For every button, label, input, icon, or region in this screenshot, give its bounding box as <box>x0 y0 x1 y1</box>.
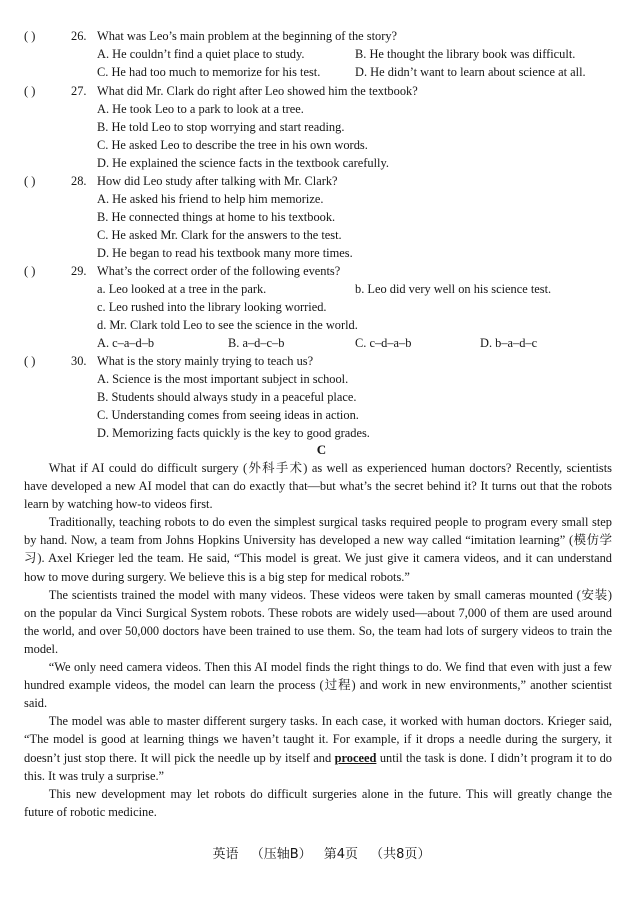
option: D. Memorizing facts quickly is the key to good grades. <box>97 426 370 440</box>
option: D. He explained the science facts in the textbook carefully. <box>97 156 389 170</box>
page-footer <box>0 846 643 864</box>
option: B. Students should always study in a peaceful place. <box>97 390 357 404</box>
question-number: 26. <box>71 29 87 43</box>
option: C. He asked Mr. Clark for the answers to the test. <box>97 228 342 242</box>
option: B. a–d–c–b <box>228 336 285 350</box>
option-list <box>97 100 624 172</box>
section-heading: C <box>316 442 327 457</box>
event-item: b. Leo did very well on his science test. <box>355 282 552 296</box>
passage-paragraph: This new development may let robots do difficult surgeries alone in the future. This will greatly change the future of robotic medicine. <box>24 786 612 819</box>
question-stem <box>24 82 624 100</box>
event-row <box>97 280 624 298</box>
question-26 <box>24 27 624 81</box>
paragraph-text: until the task is done. I didn’t program it to do this. It was truly a surprise.” <box>24 750 612 783</box>
passage-paragraph: What if AI could do difficult surgery (外科手术) as well as experienced human doctors? Recently, scientists have developed a new AI model that can do exactly that—but what’s the secret behind it? It turns out that the robots learn by watching how-to videos first. <box>24 461 612 512</box>
question-29 <box>24 262 624 352</box>
option: D. He didn’t want to learn about science at all. <box>355 65 586 79</box>
question-28 <box>24 172 624 262</box>
question-stem <box>24 172 624 190</box>
option-list <box>97 45 624 81</box>
question-text: How did Leo study after talking with Mr. Clark? <box>97 174 338 188</box>
option: D. b–a–d–c <box>480 336 538 350</box>
question-text: What did Mr. Clark do right after Leo showed him the textbook? <box>97 84 418 98</box>
option-list <box>97 370 624 442</box>
passage-paragraph: “We only need camera videos. Then this AI model finds the right things to do. We find that even with just a few hundred example videos, the model can learn the process (过程) and work in new environments,” another scientist said. <box>24 660 612 711</box>
option-row <box>97 63 624 81</box>
option: A. He asked his friend to help him memorize. <box>97 192 324 206</box>
passage-paragraph <box>24 712 612 784</box>
option: C. c–d–a–b <box>355 336 412 350</box>
option: C. He asked Leo to describe the tree in his own words. <box>97 138 368 152</box>
question-stem <box>24 27 624 45</box>
event-item: c. Leo rushed into the library looking worried. <box>97 300 327 314</box>
question-text: What was Leo’s main problem at the beginning of the story? <box>97 29 398 43</box>
answer-blank: ( ) <box>24 264 36 278</box>
question-number: 29. <box>71 264 87 278</box>
option: A. c–a–d–b <box>97 336 155 350</box>
paragraph-text: The model was able to master different surgery tasks. In each case, it worked with human doctors. Krieger said, “The model is good at learning things we haven’t taught it. For example, if it drops a needle during the surgery, it doesn’t just stop there. It will pick the needle up by itself and <box>24 714 612 765</box>
option: C. He had too much to memorize for his test. <box>97 65 321 79</box>
question-number: 30. <box>71 354 87 368</box>
passage-paragraph: Traditionally, teaching robots to do even the simplest surgical tasks required people to program every small step by hand. Now, a team from Johns Hopkins University has developed a new way called “imitation learning” (模仿学习). Axel Krieger led the team. He said, “This model is great. We just give it camera videos, and it can understand how to move during surgery. We believe this is a big step for medical robots.” <box>24 515 612 584</box>
option: C. Understanding comes from seeing ideas in action. <box>97 408 359 422</box>
question-stem <box>24 352 624 370</box>
option: A. Science is the most important subject in school. <box>97 372 349 386</box>
option: A. He couldn’t find a quiet place to study. <box>97 47 305 61</box>
question-text: What’s the correct order of the following events? <box>97 264 341 278</box>
question-text: What is the story mainly trying to teach us? <box>97 354 314 368</box>
answer-blank: ( ) <box>24 354 36 368</box>
answer-blank: ( ) <box>24 29 36 43</box>
question-27 <box>24 82 624 172</box>
footer-total: （共8页） <box>370 847 431 862</box>
answer-blank: ( ) <box>24 174 36 188</box>
question-number: 27. <box>71 84 87 98</box>
answer-blank: ( ) <box>24 84 36 98</box>
option: B. He told Leo to stop worrying and start reading. <box>97 120 345 134</box>
underlined-keyword: proceed <box>334 750 377 765</box>
question-stem <box>24 262 624 280</box>
option-row <box>97 334 624 352</box>
footer-subject: 英语 <box>212 847 239 862</box>
passage-paragraph: The scientists trained the model with many videos. These videos were taken by small cameras mounted (安装) on the popular da Vinci Surgical System robots. These robots are widely used—about 7,000 of them are used around the world, and over 50,000 doctors have been trained to use them. So, the team had lots of surgery videos to train the model. <box>24 587 612 656</box>
footer-page: 第4页 <box>323 847 359 862</box>
option-row <box>97 45 624 63</box>
option: A. He took Leo to a park to look at a tree. <box>97 102 304 116</box>
option-list <box>97 280 624 352</box>
event-item: a. Leo looked at a tree in the park. <box>97 282 267 296</box>
option: B. He thought the library book was difficult. <box>355 47 576 61</box>
option-list <box>97 190 624 262</box>
question-30 <box>24 352 624 442</box>
footer-paper: （压轴B） <box>250 847 312 862</box>
reading-passage <box>24 459 612 821</box>
option: D. He began to read his textbook many more times. <box>97 246 353 260</box>
event-item: d. Mr. Clark told Leo to see the science in the world. <box>97 318 358 332</box>
option: B. He connected things at home to his textbook. <box>97 210 336 224</box>
question-number: 28. <box>71 174 87 188</box>
